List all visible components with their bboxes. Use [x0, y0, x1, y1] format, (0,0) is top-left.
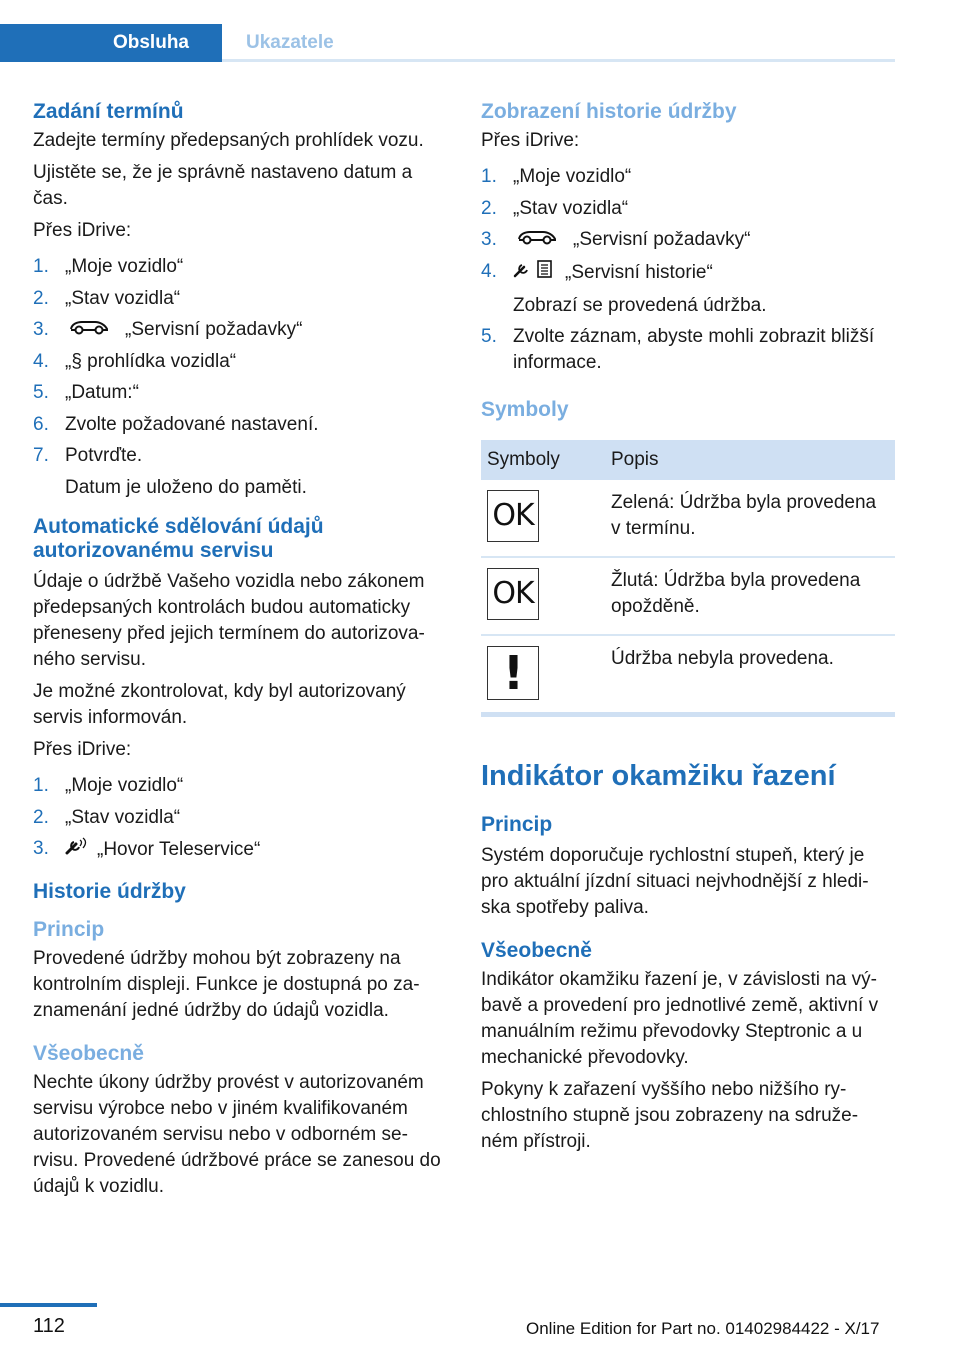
tab-obsluha[interactable] [0, 24, 222, 62]
section-heading: Zadání termínů [33, 100, 184, 123]
table-row [481, 635, 895, 715]
list-text: Zvolte požadované nastavení. [65, 413, 319, 435]
paragraph: Je možné zkontrolovat, kdy byl autorizovaný servis informován. [33, 681, 406, 729]
section-heading: Symboly [481, 398, 569, 422]
list-text: „Datum:“ [65, 382, 139, 404]
list-subtext: Zobrazí se provedená údržba. [513, 294, 767, 316]
list-number: 5. [33, 382, 49, 404]
list-item [481, 324, 895, 376]
list-text: „Stav vozidla“ [65, 806, 181, 828]
paragraph: Přes iDrive: [33, 739, 132, 761]
section-heading: Automatické sdělování údajů autorizovanému servisu [33, 515, 324, 563]
list-text: „Moje vozidlo“ [513, 166, 632, 187]
teleservice-wrench-icon [65, 836, 87, 864]
subheading: Všeobecně [33, 1042, 144, 1066]
paragraph: Údaje o údržbě Vašeho vozidla nebo zákonem předepsaných kontrolách budou automaticky přeneseny před jejich termínem do autorizova‐ného servisu. [33, 571, 425, 671]
list-number: 5. [481, 326, 497, 348]
list-text: „Servisní historie“ [565, 261, 713, 283]
list-number: 1. [481, 166, 497, 187]
list-item [33, 773, 445, 799]
page-number: 112 [33, 1315, 65, 1337]
tab-ukazatele[interactable] [222, 24, 334, 62]
list-item [33, 349, 445, 375]
exclamation-icon [487, 646, 539, 700]
section-heading: Zobrazení historie údržby [481, 100, 737, 123]
list-number: 4. [481, 260, 497, 282]
list-item [33, 254, 445, 280]
list-number: 1. [33, 256, 49, 277]
list-text: „Stav vozidla“ [65, 287, 181, 309]
header-rule [222, 59, 895, 62]
steps-list [33, 773, 445, 864]
subheading: Princip [33, 918, 105, 942]
symbol-text: OK [492, 576, 534, 612]
paragraph: Provedené údržby mohou být zobrazeny na kontrolním displeji. Funkce je dostupná po za‐znamenání jedné údržby do údajů vozidla. [33, 948, 420, 1022]
symbol-text: OK [492, 498, 534, 534]
table-row [481, 557, 895, 635]
paragraph: Zadejte termíny předepsaných prohlídek vozu. [33, 130, 424, 151]
symbol-text: ! [503, 646, 523, 701]
paragraph: Nechte úkony údržby provést v autorizovaném servisu výrobce nebo v jiném kvalifikovaném autorizovaném servisu nebo v odborném se‐rvisu. Provedené údržbové práce se zanesou do údajů k vozidlu. [33, 1072, 441, 1198]
list-number: 7. [33, 445, 49, 467]
column-header: Popis [605, 440, 895, 480]
list-item [33, 286, 445, 312]
subheading: Všeobecně [481, 939, 592, 963]
list-text: „Servisní požadavky“ [125, 319, 303, 341]
list-item [33, 836, 445, 864]
list-number: 3. [33, 838, 49, 860]
section-heading: Historie údržby [33, 880, 186, 904]
ok-yellow-icon [487, 568, 539, 620]
car-service-icon [69, 317, 109, 343]
list-item [33, 412, 445, 438]
paragraph: Pokyny k zařazení vyššího nebo nižšího ry‐chlostního stupně jsou zobrazeny na sdruže‐ném přístroji. [481, 1079, 859, 1153]
paragraph: Přes iDrive: [33, 220, 132, 241]
ok-green-icon [487, 490, 539, 542]
list-item [481, 227, 895, 253]
list-number: 2. [33, 287, 49, 309]
list-number: 4. [33, 350, 49, 372]
list-number: 3. [481, 229, 497, 250]
steps-list [33, 254, 445, 501]
list-text: „§ prohlídka vozidla“ [65, 350, 237, 372]
footer-rule [0, 1303, 97, 1307]
tab-obsluha-label: Obsluha [112, 32, 189, 53]
service-history-icon [513, 259, 555, 287]
list-subtext: Datum je uloženo do paměti. [65, 477, 307, 499]
steps-list [481, 164, 895, 376]
list-text: Zvolte záznam, abyste mohli zobrazit bližší informace. [513, 326, 875, 374]
table-header-row [481, 440, 895, 480]
list-item [33, 443, 445, 501]
header-tabs [0, 24, 895, 62]
car-service-icon [517, 227, 557, 253]
list-text: „Servisní požadavky“ [573, 229, 751, 251]
list-text: „Stav vozidla“ [513, 197, 629, 219]
table-cell: Údržba nebyla provedena. [605, 635, 895, 715]
paragraph: Ujistěte se, že je správně nastaveno datum a čas. [33, 162, 413, 209]
list-number: 3. [33, 319, 49, 340]
chapter-heading: Indikátor okamžiku řazení [481, 760, 836, 793]
list-item [33, 317, 445, 343]
table-row [481, 480, 895, 557]
list-text: „Hovor Teleservice“ [97, 839, 261, 861]
table-cell: Žlutá: Údržba byla provedena opožděně. [605, 557, 895, 635]
tab-ukazatele-label: Ukazatele [246, 32, 334, 53]
left-column [33, 100, 445, 1200]
list-number: 6. [33, 413, 49, 435]
list-item [481, 259, 895, 319]
list-item [33, 380, 445, 406]
subheading: Princip [481, 813, 553, 837]
list-item [33, 805, 445, 831]
symbols-table [481, 440, 895, 717]
table-cell: Zelená: Údržba byla provedena v termínu. [605, 480, 895, 557]
right-column [481, 100, 895, 1155]
edition-note: Online Edition for Part no. 01402984422 - X/17 [526, 1319, 880, 1338]
paragraph: Systém doporučuje rychlostní stupeň, který je pro aktuální jízdní situaci nejvhodnější z hledi‐ska spotřeby paliva. [481, 845, 869, 919]
list-number: 2. [481, 197, 497, 219]
list-text: Potvrďte. [65, 445, 143, 467]
paragraph: Indikátor okamžiku řazení je, v závislosti na vý‐bavě a provedení pro jednotlivé země, aktivní v manuálním režimu převodovky Steptronic a u mechanické převodovky. [481, 969, 879, 1069]
list-text: „Moje vozidlo“ [65, 775, 184, 797]
paragraph: Přes iDrive: [481, 130, 580, 151]
column-header: Symboly [481, 440, 605, 480]
list-item [481, 196, 895, 222]
list-number: 2. [33, 806, 49, 828]
list-number: 1. [33, 775, 49, 797]
list-item [481, 164, 895, 190]
list-text: „Moje vozidlo“ [65, 256, 184, 277]
